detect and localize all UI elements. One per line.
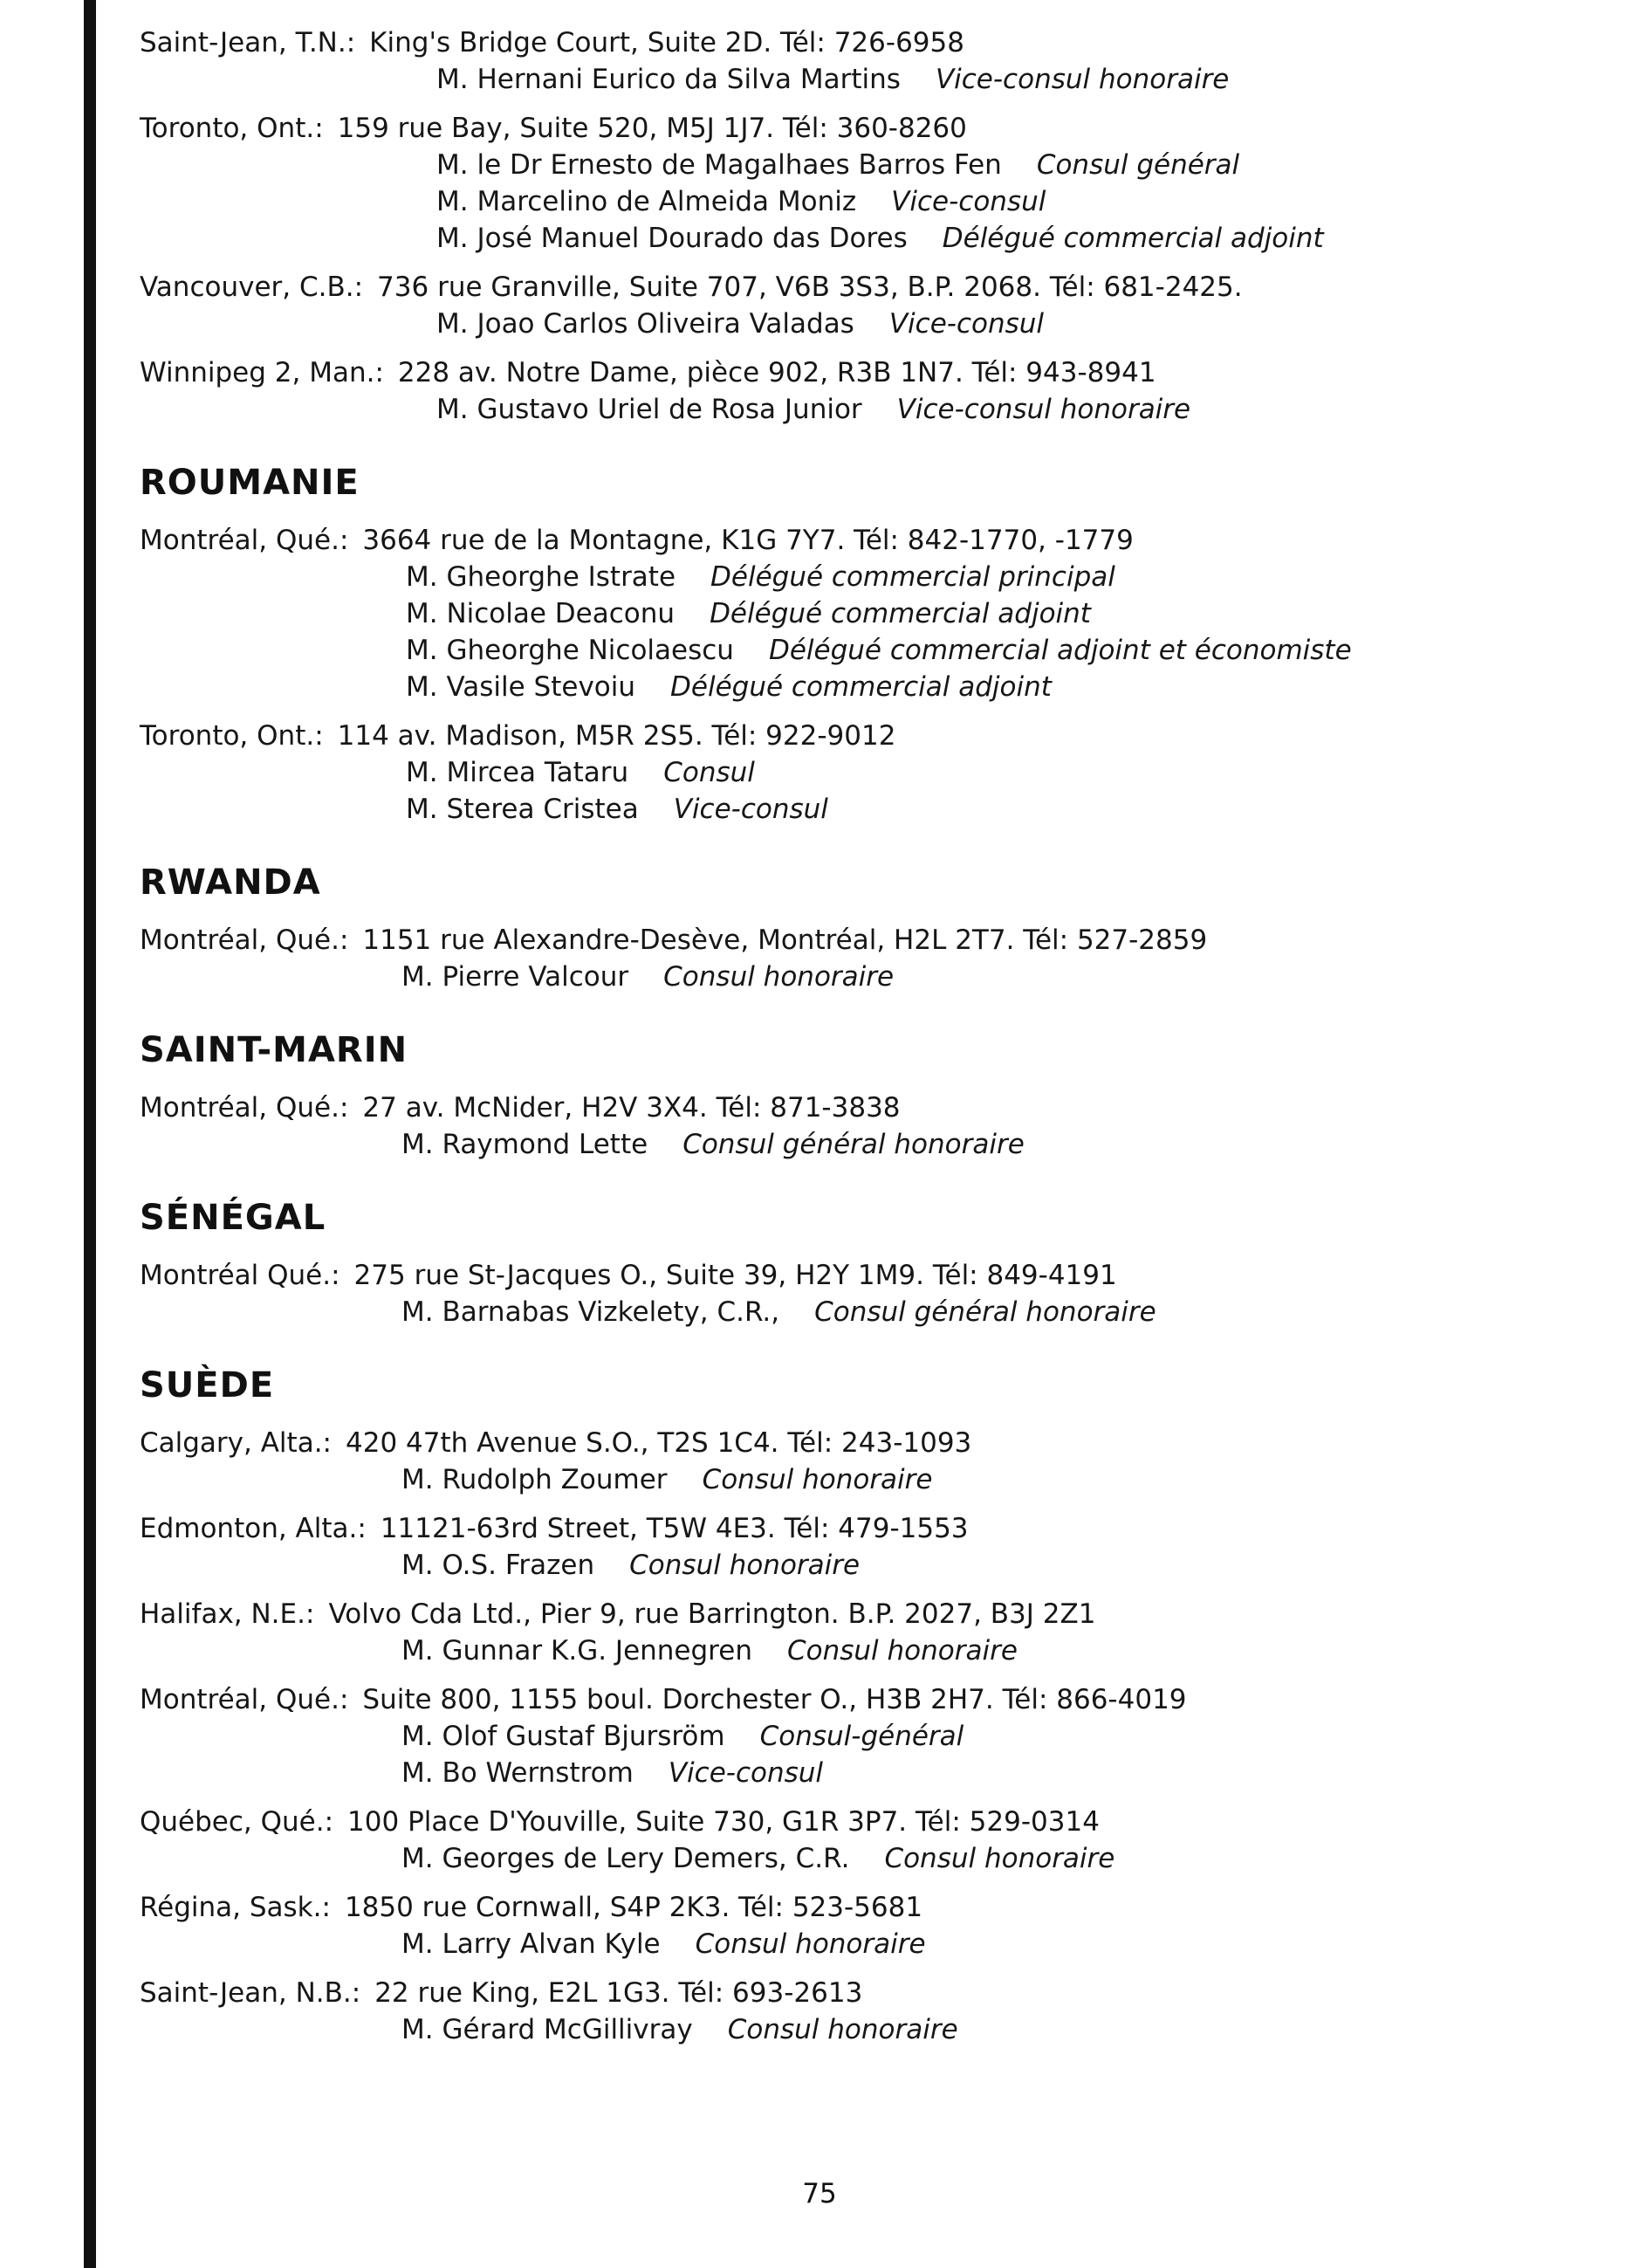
city-address-line	[140, 354, 1606, 391]
official-title: Vice-consul honoraire	[935, 64, 1230, 95]
address-text: 736 rue Granville, Suite 707, V6B 3S3, B.P. 2068. Tél: 681-2425.	[377, 271, 1243, 303]
official-title: Consul honoraire	[702, 1464, 933, 1495]
address-text: 114 av. Madison, M5R 2S5. Tél: 922-9012	[337, 720, 896, 752]
official-line	[140, 632, 1606, 669]
official-line	[140, 791, 1606, 828]
city-label: Montréal, Qué.:	[140, 1092, 349, 1124]
country-section	[140, 1198, 1606, 1330]
country-section	[140, 863, 1606, 995]
binding-edge	[84, 0, 96, 2268]
address-text: 100 Place D'Youville, Suite 730, G1R 3P7. Tél: 529-0314	[347, 1806, 1100, 1838]
page-spine	[0, 0, 96, 2268]
official-line	[140, 183, 1606, 220]
official-line	[140, 306, 1606, 342]
official-line	[140, 595, 1606, 632]
country-heading: ROUMANIE	[140, 463, 360, 503]
city-address-line	[140, 1596, 1606, 1632]
consulate-entry	[140, 1425, 1606, 1498]
city-label: Montréal Qué.:	[140, 1260, 340, 1291]
city-label: Edmonton, Alta.:	[140, 1513, 367, 1544]
address-text: 11121-63rd Street, T5W 4E3. Tél: 479-1553	[380, 1513, 969, 1544]
official-line	[140, 1632, 1606, 1669]
consulate-entry	[140, 1089, 1606, 1163]
official-name: M. le Dr Ernesto de Magalhaes Barros Fen	[436, 149, 1002, 181]
official-line	[140, 1294, 1606, 1330]
city-address-line	[140, 110, 1606, 147]
address-text: 228 av. Notre Dame, pièce 902, R3B 1N7. Tél: 943-8941	[397, 357, 1156, 388]
country-heading: SAINT-MARIN	[140, 1030, 408, 1070]
consulate-entry	[140, 1889, 1606, 1962]
page-number: 75	[802, 2178, 837, 2210]
official-title: Délégué commercial adjoint et économiste	[768, 635, 1352, 666]
official-line	[140, 1926, 1606, 1962]
city-label: Montréal, Qué.:	[140, 924, 349, 956]
address-text: 22 rue King, E2L 1G3. Tél: 693-2613	[374, 1977, 863, 2009]
country-section	[140, 1365, 1606, 2048]
consulate-entry	[140, 522, 1606, 705]
official-name: M. Barnabas Vizkelety, C.R.,	[401, 1296, 780, 1328]
official-title: Délégué commercial adjoint	[710, 598, 1091, 629]
address-text: Volvo Cda Ltd., Pier 9, rue Barrington. B.P. 2027, B3J 2Z1	[328, 1598, 1096, 1630]
official-name: M. Raymond Lette	[401, 1129, 648, 1160]
city-label: Montréal, Qué.:	[140, 1684, 349, 1715]
address-text: King's Bridge Court, Suite 2D. Tél: 726-6958	[369, 27, 964, 58]
city-address-line	[140, 1089, 1606, 1126]
city-label: Québec, Qué.:	[140, 1806, 334, 1838]
country-section	[140, 24, 1606, 428]
address-text: Suite 800, 1155 boul. Dorchester O., H3B 2H7. Tél: 866-4019	[362, 1684, 1187, 1715]
address-text: 1151 rue Alexandre-Desève, Montréal, H2L 2T7. Tél: 527-2859	[362, 924, 1208, 956]
official-line	[140, 959, 1606, 995]
official-line	[140, 1840, 1606, 1877]
official-name: M. Joao Carlos Oliveira Valadas	[436, 308, 854, 340]
official-title: Vice-consul	[673, 794, 828, 825]
official-name: M. Vasile Stevoiu	[406, 671, 636, 703]
city-label: Saint-Jean, T.N.:	[140, 27, 356, 58]
official-title: Délégué commercial adjoint	[670, 671, 1052, 703]
official-title: Consul général	[1036, 149, 1240, 181]
official-title: Consul-général	[759, 1721, 964, 1752]
official-line	[140, 1547, 1606, 1584]
official-name: M. Gheorghe Nicolaescu	[406, 635, 734, 666]
consulate-entry	[140, 718, 1606, 828]
official-name: M. Gérard McGillivray	[401, 2014, 693, 2045]
consulate-entry	[140, 1510, 1606, 1584]
city-address-line	[140, 1889, 1606, 1926]
official-title: Consul honoraire	[727, 2014, 958, 2045]
country-heading: SÉNÉGAL	[140, 1198, 326, 1238]
official-title: Consul honoraire	[629, 1550, 861, 1581]
official-name: M. Pierre Valcour	[401, 961, 629, 993]
official-line	[140, 1461, 1606, 1498]
official-line	[140, 559, 1606, 595]
official-title: Consul honoraire	[695, 1928, 926, 1960]
country-section	[140, 1030, 1606, 1163]
official-title: Vice-consul	[888, 308, 1045, 340]
address-text: 420 47th Avenue S.O., T2S 1C4. Tél: 243-1093	[346, 1427, 972, 1459]
city-label: Saint-Jean, N.B.:	[140, 1977, 361, 2009]
official-line	[140, 147, 1606, 183]
city-label: Halifax, N.E.:	[140, 1598, 315, 1630]
consulate-entry	[140, 269, 1606, 342]
consulate-entry	[140, 1804, 1606, 1877]
official-name: M. Sterea Cristea	[406, 794, 639, 825]
official-name: M. Mircea Tataru	[406, 757, 629, 788]
official-name: M. Hernani Eurico da Silva Martins	[436, 64, 901, 95]
city-label: Calgary, Alta.:	[140, 1427, 332, 1459]
official-name: M. Larry Alvan Kyle	[401, 1928, 661, 1960]
city-address-line	[140, 718, 1606, 754]
official-line	[140, 220, 1606, 257]
consulate-entry	[140, 24, 1606, 98]
city-address-line	[140, 269, 1606, 306]
official-title: Consul général honoraire	[682, 1129, 1025, 1160]
address-text: 3664 rue de la Montagne, K1G 7Y7. Tél: 842-1770, -1779	[362, 525, 1134, 556]
official-line	[140, 1755, 1606, 1791]
directory-page	[140, 24, 1606, 2233]
city-label: Toronto, Ont.:	[140, 113, 324, 144]
consulate-entry	[140, 1975, 1606, 2048]
official-name: M. Gustavo Uriel de Rosa Junior	[436, 394, 862, 425]
city-address-line	[140, 1975, 1606, 2011]
city-address-line	[140, 1510, 1606, 1547]
city-label: Régina, Sask.:	[140, 1892, 331, 1923]
official-title: Consul honoraire	[786, 1635, 1018, 1667]
official-line	[140, 669, 1606, 705]
official-line	[140, 1718, 1606, 1755]
official-line	[140, 1126, 1606, 1163]
city-label: Toronto, Ont.:	[140, 720, 324, 752]
country-heading: RWANDA	[140, 863, 321, 903]
city-address-line	[140, 522, 1606, 559]
official-title: Vice-consul honoraire	[896, 394, 1191, 425]
city-label: Winnipeg 2, Man.:	[140, 357, 384, 388]
official-name: M. Bo Wernstrom	[401, 1757, 634, 1789]
official-name: M. José Manuel Dourado das Dores	[436, 223, 908, 254]
city-address-line	[140, 922, 1606, 959]
consulate-entry	[140, 1257, 1606, 1330]
consulate-entry	[140, 1596, 1606, 1669]
official-title: Vice-consul	[668, 1757, 824, 1789]
city-label: Vancouver, C.B.:	[140, 271, 364, 303]
official-title: Consul	[663, 757, 755, 788]
official-name: M. Gunnar K.G. Jennegren	[401, 1635, 752, 1667]
official-title: Vice-consul	[891, 186, 1046, 217]
country-section	[140, 463, 1606, 828]
official-name: M. Georges de Lery Demers, C.R.	[401, 1843, 850, 1874]
official-title: Consul honoraire	[884, 1843, 1115, 1874]
official-line	[140, 2011, 1606, 2048]
official-name: M. O.S. Frazen	[401, 1550, 595, 1581]
official-name: M. Marcelino de Almeida Moniz	[436, 186, 857, 217]
consulate-entry	[140, 1681, 1606, 1791]
official-title: Consul général honoraire	[814, 1296, 1156, 1328]
address-text: 1850 rue Cornwall, S4P 2K3. Tél: 523-5681	[344, 1892, 923, 1923]
city-address-line	[140, 24, 1606, 61]
city-label: Montréal, Qué.:	[140, 525, 349, 556]
city-address-line	[140, 1257, 1606, 1294]
official-name: M. Olof Gustaf Bjursröm	[401, 1721, 725, 1752]
official-name: M. Rudolph Zoumer	[401, 1464, 668, 1495]
consulate-entry	[140, 922, 1606, 995]
official-title: Consul honoraire	[663, 961, 895, 993]
official-line	[140, 391, 1606, 428]
country-heading: SUÈDE	[140, 1365, 275, 1405]
address-text: 159 rue Bay, Suite 520, M5J 1J7. Tél: 360-8260	[337, 113, 967, 144]
consulate-entry	[140, 354, 1606, 428]
address-text: 27 av. McNider, H2V 3X4. Tél: 871-3838	[362, 1092, 901, 1124]
official-name: M. Nicolae Deaconu	[406, 598, 675, 629]
official-name: M. Gheorghe Istrate	[406, 561, 676, 593]
city-address-line	[140, 1804, 1606, 1840]
consulate-entry	[140, 110, 1606, 257]
official-title: Délégué commercial principal	[710, 561, 1115, 593]
city-address-line	[140, 1425, 1606, 1461]
city-address-line	[140, 1681, 1606, 1718]
official-title: Délégué commercial adjoint	[942, 223, 1324, 254]
address-text: 275 rue St-Jacques O., Suite 39, H2Y 1M9. Tél: 849-4191	[353, 1260, 1117, 1291]
official-line	[140, 754, 1606, 791]
official-line	[140, 61, 1606, 98]
